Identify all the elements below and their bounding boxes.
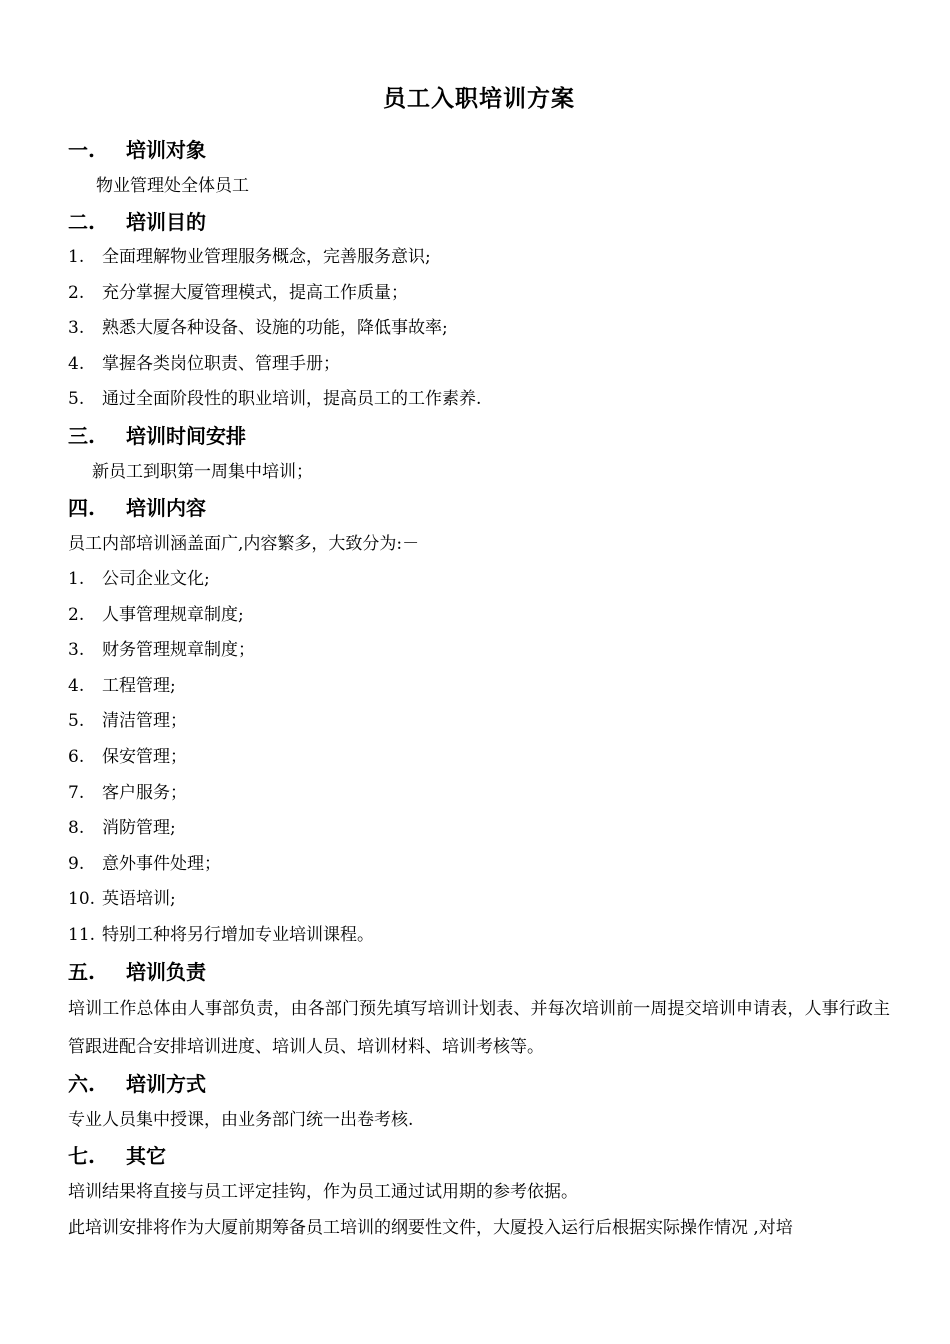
section-title: 其它 — [126, 1143, 166, 1168]
purpose-list — [68, 240, 890, 418]
section-paragraph: 培训结果将直接与员工评定挂钩，作为员工通过试用期的参考依据。 — [68, 1181, 578, 1202]
list-item-number: 3. — [68, 640, 85, 661]
list-item — [68, 633, 890, 669]
section-title: 培训负责 — [126, 959, 206, 984]
list-item-number: 1. — [68, 568, 85, 589]
list-item-number: 1. — [68, 247, 85, 267]
section-text: 专业人员集中授课，由业务部门统一出卷考核. — [68, 1109, 414, 1130]
section-number: 二. — [68, 210, 95, 234]
list-item-number: 4. — [68, 675, 85, 696]
list-item-text: 充分掌握大厦管理模式，提高工作质量； — [102, 282, 408, 303]
section-text: 新员工到职第一周集中培训； — [92, 461, 313, 482]
list-item-text: 客户服务； — [102, 782, 187, 803]
list-item — [68, 276, 890, 312]
list-item — [68, 918, 890, 954]
list-item-text: 工程管理; — [102, 675, 176, 696]
section-heading-content — [68, 490, 890, 526]
list-item-number: 3. — [68, 318, 85, 339]
section-title: 培训目的 — [126, 210, 206, 234]
list-item-text: 清洁管理； — [102, 711, 187, 732]
list-item-number: 9. — [68, 853, 85, 874]
list-item — [68, 847, 890, 883]
list-item-number: 2. — [68, 604, 85, 625]
list-item — [68, 598, 890, 634]
list-item-text: 公司企业文化; — [102, 568, 210, 589]
list-item-number: 10. — [68, 889, 96, 910]
section-number: 七. — [68, 1143, 95, 1168]
section-heading-other — [68, 1138, 890, 1174]
list-item — [68, 882, 890, 918]
list-item-text: 通过全面阶段性的职业培训，提高员工的工作素养. — [102, 389, 482, 410]
section-heading-target — [68, 132, 890, 168]
list-item-number: 4. — [68, 353, 85, 374]
list-item-text: 财务管理规章制度； — [102, 640, 255, 661]
list-item-number: 5. — [68, 711, 85, 732]
list-item-text: 意外事件处理； — [102, 853, 221, 874]
list-item — [68, 740, 890, 776]
list-item-number: 2. — [68, 282, 85, 303]
list-item-text: 英语培训; — [102, 889, 176, 910]
section-paragraph: 此培训安排将作为大厦前期筹备员工培训的纲要性文件，大厦投入运行后根据实际操作情况 ,对培 — [68, 1217, 793, 1238]
list-item — [68, 669, 890, 705]
section-heading-method — [68, 1066, 890, 1102]
list-item-text: 人事管理规章制度; — [102, 604, 244, 625]
section-title: 培训内容 — [126, 495, 206, 520]
list-item — [68, 347, 890, 383]
section-number: 三. — [68, 423, 95, 448]
section-number: 四. — [68, 495, 95, 520]
section-title: 培训对象 — [126, 138, 206, 162]
list-item-text: 特别工种将另行增加专业培训课程。 — [102, 924, 374, 945]
list-item — [68, 240, 890, 276]
section-intro: 员工内部培训涵盖面广,内容繁多，大致分为:－ — [68, 533, 420, 554]
list-item — [68, 704, 890, 740]
section-text: 培训工作总体由人事部负责，由各部门预先填写培训计划表、并每次培训前一周提交培训申请表，人事行政主管跟进配合安排培训进度、培训人员、培训材料、培训考核等。 — [68, 998, 890, 1057]
section-number: 六. — [68, 1071, 95, 1096]
list-item — [68, 382, 890, 418]
section-number: 一. — [68, 138, 95, 162]
list-item-text: 消防管理; — [102, 818, 176, 839]
list-item-text: 全面理解物业管理服务概念，完善服务意识; — [102, 247, 431, 267]
list-item-text: 熟悉大厦各种设备、设施的功能，降低事故率; — [102, 318, 448, 339]
list-item-number: 8. — [68, 818, 85, 839]
section-heading-purpose — [68, 204, 890, 240]
list-item-number: 5. — [68, 389, 85, 410]
list-item — [68, 311, 890, 347]
document-title: 员工入职培训方案 — [383, 85, 575, 112]
list-item-number: 6. — [68, 746, 85, 767]
section-heading-responsibility — [68, 954, 890, 990]
list-item-text: 保安管理； — [102, 746, 187, 767]
list-item-number: 11. — [68, 924, 96, 945]
content-list — [68, 562, 890, 954]
list-item — [68, 562, 890, 598]
section-text: 物业管理处全体员工 — [96, 176, 249, 196]
section-title: 培训方式 — [126, 1071, 206, 1096]
list-item-text: 掌握各类岗位职责、管理手册； — [102, 353, 340, 374]
section-heading-schedule — [68, 418, 890, 454]
list-item-number: 7. — [68, 782, 85, 803]
list-item — [68, 776, 890, 812]
section-number: 五. — [68, 959, 95, 984]
section-title: 培训时间安排 — [126, 423, 246, 448]
list-item — [68, 811, 890, 847]
